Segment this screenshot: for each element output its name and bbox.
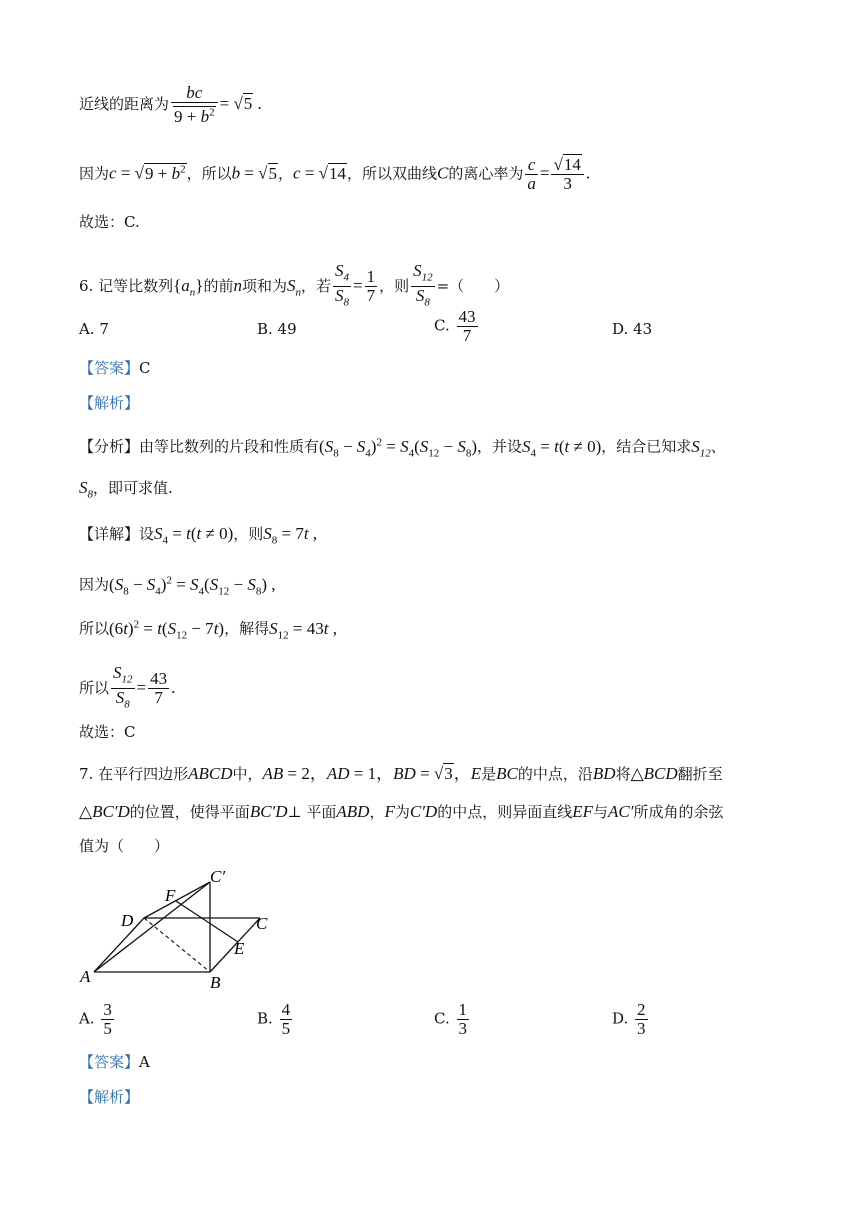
label-c-prime: C′ xyxy=(210,868,226,886)
text: ，所以双曲线 xyxy=(347,164,438,183)
text: ， xyxy=(278,164,294,183)
text: 所以 xyxy=(79,678,110,697)
text: 与 xyxy=(593,803,609,821)
text: ，若 xyxy=(300,276,331,295)
text: 的中点，沿 xyxy=(517,765,593,783)
analysis-line-2: $S_8$，即可求值. xyxy=(79,478,173,501)
detail-line-3: 所以$(6t)^2 = t(S_{12} - 7t)$，解得$S_{12} = 43t$ , xyxy=(79,618,337,642)
choose-c-line: 故选：C. xyxy=(79,213,140,231)
fraction: $\frac{S_4}{S_8}$ xyxy=(334,261,349,309)
label-e: E xyxy=(234,939,245,958)
text: ⊥ 平面 xyxy=(287,803,337,821)
option-b-q7 xyxy=(257,1001,294,1038)
option-label: B. xyxy=(257,1009,273,1028)
text: 中， xyxy=(232,765,263,783)
edge-ac-prime xyxy=(94,882,210,972)
answer-value: A xyxy=(139,1053,150,1071)
fraction: $\frac{S_{12}}{S_8}$ xyxy=(113,663,133,711)
fraction: $\frac{bc}{9 + b^2}$ xyxy=(171,84,218,126)
detail-tag: 【详解】 xyxy=(79,525,140,543)
text: 所成角的余弦 xyxy=(633,803,724,821)
text: 6. 记等比数列 xyxy=(79,276,174,295)
jiexi-tag-6: 【解析】 xyxy=(79,394,140,412)
option-label: C. xyxy=(434,316,450,335)
option-label: D. xyxy=(612,1009,629,1028)
question-7-line-3: 值为（ ） xyxy=(79,837,170,855)
text: 、 xyxy=(710,437,726,456)
question-7-line-2: △BC′D的位置，使得平面BC′D⊥ 平面ABD，F为C′D的中点，则异面直线EF与AC′所成角的余弦 xyxy=(79,802,724,821)
option-c-q7 xyxy=(434,1001,471,1038)
text: 翻折至 xyxy=(677,765,723,783)
text: 的离心率为 xyxy=(448,164,524,183)
label-f: F xyxy=(165,886,176,905)
label-d: D xyxy=(121,911,134,930)
text: 将 xyxy=(615,765,631,783)
label-b: B xyxy=(210,973,221,992)
answer-6 xyxy=(79,358,151,378)
option-c xyxy=(434,308,480,345)
option-label: A. xyxy=(79,1009,95,1028)
fraction: $\frac{√14}{3}$ xyxy=(551,156,583,193)
edge-fe xyxy=(176,901,238,942)
label-a: A xyxy=(80,967,91,986)
detail-line-1: 【详解】设$S_4 = t(t \ne 0)$，则$S_8 = 7t$ , xyxy=(79,524,318,547)
fraction: $\frac{4}{5}$ xyxy=(281,1000,291,1038)
option-a-q7 xyxy=(79,1001,116,1038)
text: ，即可求值. xyxy=(93,479,173,497)
text: 的位置，使得平面 xyxy=(129,803,250,821)
text: 项和为 xyxy=(241,276,287,295)
question-6: 6. 记等比数列$\{a_n\}$的前n项和为$S_n$，若 $\frac{S_4}{S_8}$ = $\frac{1}{7}$ ，则 $\frac{S_{12}}{S_8}$ =（ ） xyxy=(79,262,509,312)
fraction: $\frac{2}{3}$ xyxy=(637,1000,646,1038)
detail-line-2: 因为$(S_8 - S_4)^2 = S_4(S_{12} - S_8)$ , xyxy=(79,574,276,598)
text: ，结合已知求 xyxy=(601,437,692,456)
fraction: $\frac{43}{7}$ xyxy=(150,669,168,708)
text: 的中点，则异面直线 xyxy=(437,803,573,821)
text: ，并设 xyxy=(477,437,523,456)
text: ， xyxy=(369,803,385,821)
analysis-line: 【分析】由等比数列的片段和性质有$(S_8 - S_4)^2 = S_4(S_{12} - S_8)$，并设$S_4 = t(t \ne 0)$，结合已知求$S_{12}$、 xyxy=(79,436,726,460)
fraction: $\frac{43}{7}$ xyxy=(458,307,476,345)
text: ，则 xyxy=(233,525,264,543)
text: 由等比数列的片段和性质有 xyxy=(139,437,320,456)
edge-dc-prime xyxy=(144,882,210,918)
analysis-tag: 【分析】 xyxy=(79,437,140,456)
question-7-line-1: 7. 在平行四边形ABCD中，AB = 2，AD = 1，BD = √3，E是BC的中点，沿BD将△BCD翻折至 xyxy=(79,764,723,783)
answer-value: C xyxy=(139,359,151,377)
eccentricity-line: 因为$c = √9 + b^2$，所以b = √5，c = √14，所以双曲线C的离心率为 $\frac{c}{a}$ = $\frac{√14}{3}$ . xyxy=(79,155,591,193)
text: ，所以 xyxy=(186,164,232,183)
fraction: $\frac{3}{5}$ xyxy=(103,1000,112,1038)
text: 的前 xyxy=(203,276,234,295)
text: =（ ） xyxy=(436,276,510,295)
detail-line-4: 所以 $\frac{S_{12}}{S_8}$ = $\frac{43}{7}$ . xyxy=(79,664,175,714)
answer-tag: 【答案】 xyxy=(79,1053,140,1071)
answer-tag: 【答案】 xyxy=(79,359,140,377)
option-d-q7 xyxy=(612,1001,650,1038)
text: 因为 xyxy=(79,164,110,183)
edge-ad xyxy=(94,918,144,972)
jiexi-tag-7: 【解析】 xyxy=(79,1088,140,1106)
option-label: C. xyxy=(434,1009,450,1028)
option-d: D. 43 xyxy=(612,320,653,338)
text: 近线的距离为 xyxy=(79,94,170,113)
option-a: A. 7 xyxy=(79,320,109,338)
text: 所以 xyxy=(79,619,110,638)
text: 7. 在平行四边形 xyxy=(79,765,189,783)
text: 设 xyxy=(139,525,155,543)
distance-line: 近线的距离为 $\frac{bc}{9 + b^2}$ = √5 . xyxy=(79,83,262,126)
fraction: $\frac{c}{a}$ xyxy=(527,155,536,193)
fraction: $\frac{1}{7}$ xyxy=(366,267,376,306)
fraction: $\frac{S_{12}}{S_8}$ xyxy=(413,261,433,309)
fraction: $\frac{1}{3}$ xyxy=(458,1000,467,1038)
label-c: C xyxy=(256,914,268,933)
option-b: B. 49 xyxy=(257,320,297,338)
answer-7 xyxy=(79,1052,150,1072)
geometry-figure xyxy=(76,868,286,992)
text: ，解得 xyxy=(224,619,270,638)
text: 为 xyxy=(394,803,410,821)
text: 是 xyxy=(481,765,497,783)
detail-line-5: 故选：C xyxy=(79,723,136,741)
text: 因为 xyxy=(79,575,110,594)
text: ，则 xyxy=(379,276,410,295)
